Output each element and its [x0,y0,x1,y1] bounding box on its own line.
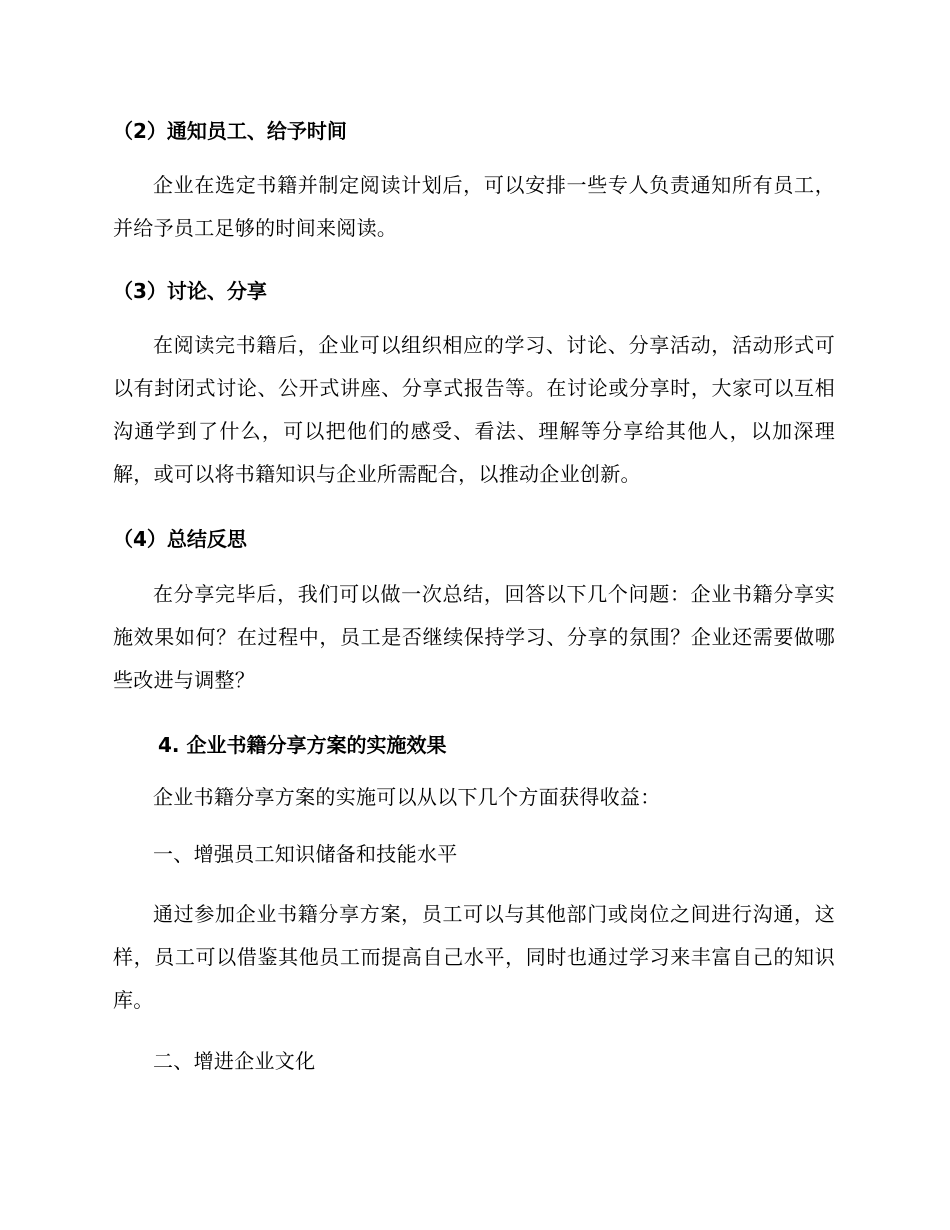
section-heading-notify: （2）通知员工、给予时间 [113,119,347,143]
benefit-item-title-1: 一、增强员工知识储备和技能水平 [153,842,458,866]
paragraph-notify: 企业在选定书籍并制定阅读计划后，可以安排一些专人负责通知所有员工，并给予员工足够的时间来阅读。 [113,173,835,240]
paragraph-discuss: 在阅读完书籍后，企业可以组织相应的学习、讨论、分享活动，活动形式可以有封闭式讨论、公开式讲座、分享式报告等。在讨论或分享时，大家可以互相沟通学到了什么，可以把他们的感受、看法、理解等分享给其他人，以加深理解，或可以将书籍知识与企业所需配合，以推动企业创新。 [113,333,835,486]
benefit-item-title-2: 二、增进企业文化 [153,1049,316,1073]
section-heading-effect: 4. 企业书籍分享方案的实施效果 [158,733,447,757]
paragraph-summary: 在分享完毕后，我们可以做一次总结，回答以下几个问题：企业书籍分享实施效果如何？在过程中，员工是否继续保持学习、分享的氛围？企业还需要做哪些改进与调整？ [113,582,835,692]
paragraph-effect-intro: 企业书籍分享方案的实施可以从以下几个方面获得收益： [153,785,661,809]
benefit-item-body-1: 通过参加企业书籍分享方案，员工可以与其他部门或岗位之间进行沟通，这样，员工可以借鉴其他员工而提高自己水平，同时也通过学习来丰富自己的知识库。 [113,902,835,1012]
section-heading-discuss: （3）讨论、分享 [113,279,267,303]
section-heading-summary: （4）总结反思 [113,527,247,551]
